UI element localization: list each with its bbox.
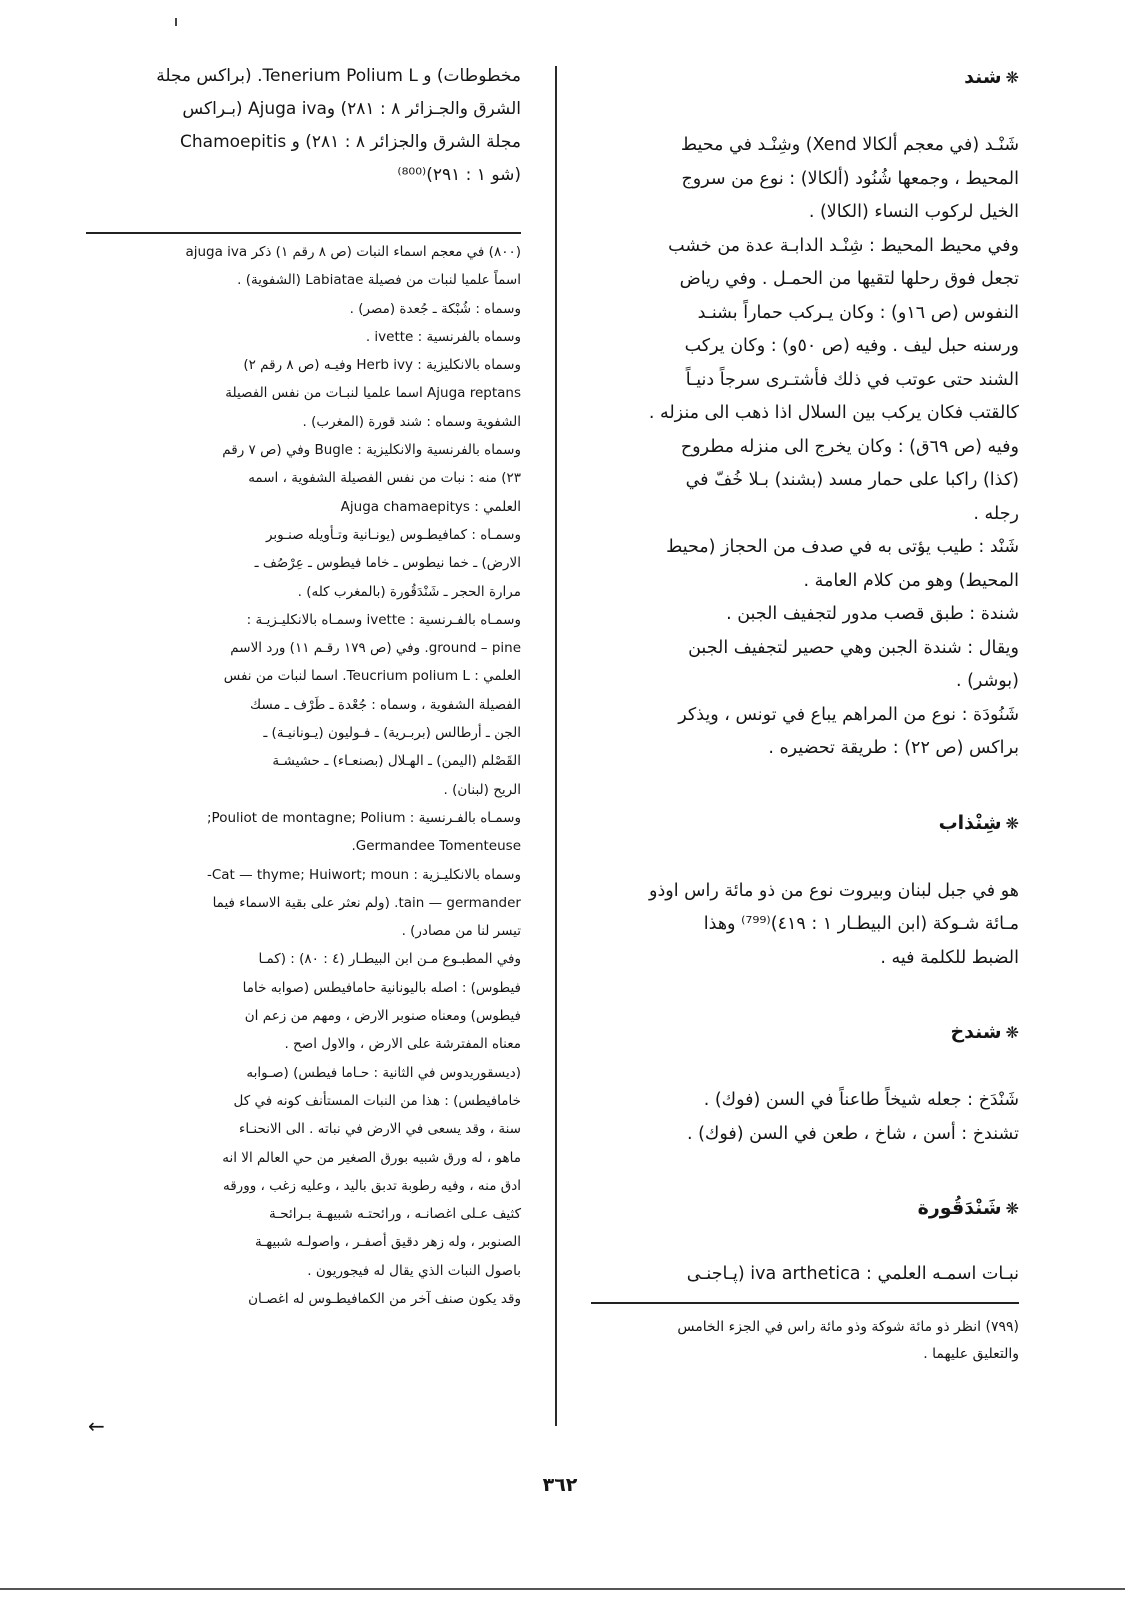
asterisk-icon: ❋ [1005, 813, 1019, 833]
text-line: شندة : طبق قصب مدور لتجفيف الجبن . [726, 604, 1019, 624]
footnote-line: Ajuga reptans اسما علميا لنبـات من نفس الفصيلة [225, 385, 521, 402]
text-line: مـائة شـوكة (ابن البيطـار ١ : ٤١٩)⁽⁷⁹⁹⁾ وهذا [703, 914, 1019, 934]
text-line: ورسنه حبل ليف . وفيه (ص ٥٠و) : وكان يركب [684, 336, 1019, 356]
text-line: شَنْد : طيب يؤتى به في صدف من الحجاز (محيط [666, 537, 1019, 557]
footnote-line: وسماه بالانكليزية : Herb ivy وفيـه (ص ٨ رقم ٢) [243, 357, 521, 374]
footnote-line: الارض) ـ خما نيطوس ـ خاما فيطوس ـ عِرْصُف ـ [254, 555, 521, 572]
text-line: وفي محيط المحيط : شِنْـد الدابـة عدة من خشب [668, 235, 1019, 256]
asterisk-icon: ❋ [1005, 68, 1019, 87]
footnote-line: الصنوبر ، وله زهر دقيق أصفـر ، واصولـه شبيهـة [255, 1234, 521, 1251]
footnote-line: Germandee Tomenteuse. [351, 838, 521, 855]
footnote-line: وسمـاه بالفـرنسية : Pouliot de montagne; Polium; [206, 809, 521, 826]
text-line: (كذا) راكبا على حمار مسد (بشند) بـلا خُفّ في [685, 470, 1019, 490]
entry-shand [591, 62, 1019, 766]
text-line: هو في جبل لبنان وبيروت نوع من ذو مائة راس اوذو [649, 880, 1019, 901]
text-line: شَنْـد (في معجم ألكالا Xend) وشِنْـد في محيط [680, 135, 1019, 155]
entry-heading [591, 1017, 1019, 1048]
text-line: ويقال : شندة الجبن وهي حصير لتجفيف الجبن [688, 637, 1019, 658]
text-line: شَنْدَخ : جعله شيخاً طاعناً في السن (فوك) . [703, 1090, 1019, 1110]
text-line: الضبط للكلمة فيه . [880, 947, 1019, 968]
text-line: وفيه (ص ٦٩ق) : وكان يخرج الى منزله مطروح [680, 436, 1019, 457]
footnote-line: وسماه بالانكليـزية : Cat — thyme; Huiwort; moun- [206, 866, 521, 883]
scan-mark [175, 18, 177, 26]
entry-text [591, 875, 1019, 976]
page-number: ٣٦٢ [542, 1474, 578, 1496]
footnote-line: وسمـاه : كمافيطـوس (يونـانية وتـأويله صنـوبر [265, 526, 521, 543]
text-line: الشند حتى عوتب في ذلك فأشتـرى سرجاً دنيـاً [685, 369, 1019, 390]
entry-heading [591, 62, 1019, 93]
footnote-line: الجن ـ أرطالس (بربـرية) ـ فـوليون (يـونانيـة) ـ [263, 725, 521, 742]
text-line: شَنُودَة : نوع من المراهم يباع في تونس ، ويذكر [678, 704, 1019, 725]
footnote-line: وقد يكون صنف آخر من الكمافيطـوس له اغصـان [248, 1290, 521, 1307]
footnote-line: الشفوية وسماه : شند قورة (المغرب) . [302, 413, 521, 430]
text-line: مخطوطات) و Tenerium Polium L. (براكس مجلة [156, 66, 521, 86]
footnote-799 [591, 1314, 1019, 1368]
right-column [591, 62, 1019, 1368]
footnote-line: ماهو ، له ورق شبيه بورق الصغير من حي العالم الا انه [222, 1149, 521, 1166]
footnote-line: معناه المفترشة على الارض ، والاول اصح . [284, 1036, 521, 1053]
footnote-line: ground – pine. وفي (ص ١٧٩ رقـم ١١) ورد الاسم [230, 640, 521, 657]
footnote-line: وسماه : شُبْكة ـ جُعدة (مصر) . [349, 300, 521, 317]
footnote-line: تيسر لنا من مصادر) . [401, 923, 521, 940]
continuation-arrow-icon: ← [88, 1414, 105, 1438]
footnote-line: (ديسقوريدوس في الثانية : حـاما فيطس) (صـوابه [246, 1064, 521, 1081]
entry-text [591, 129, 1019, 766]
footnote-line: (٧٩٩) انظر ذو مائة شوكة وذو مائة راس في الجزء الخامس [677, 1318, 1019, 1335]
footnote-line: (٨٠٠) في معجم اسماء النبات (ص ٨ رقم ١) ذكر ajuga iva [185, 244, 521, 260]
footnote-line: فيطوس) ومعناه صنوبر الارض ، ومهم من زعم ان [244, 1008, 521, 1025]
entry-shandaqura [591, 1193, 1019, 1292]
footnote-800 [86, 238, 521, 1313]
entry-shindhab [591, 808, 1019, 976]
text-line: براكس (ص ٢٢) : طريقة تحضيره . [768, 738, 1019, 758]
footnote-line: tain — germander. (ولم نعثر على بقية الاسماء فيما [212, 894, 521, 911]
asterisk-icon: ❋ [1005, 1023, 1019, 1042]
footnote-line: اسماً علميا لنبات من فصيلة Labiatae (الشفوية) . [237, 272, 521, 289]
footnote-line: فيطوس) : اصله باليونانية حامافيطس (صوابه خاما [242, 979, 521, 996]
footnote-line: ٢٣) منه : نبات من نفس الفصيلة الشفوية ، اسمه [248, 470, 521, 487]
entry-heading-text: شِنْذاب [938, 811, 1002, 834]
footnote-line: وفي المطبـوع مـن ابن البيطـار (٤ : ٨٠) : (كمـا [258, 951, 521, 968]
footnote-line: وسماه بالفرنسية والانكليزية : Bugle وفي (ص ٧ رقم [222, 442, 521, 459]
asterisk-icon: ❋ [1005, 1199, 1019, 1218]
entry-text [591, 1084, 1019, 1151]
text-line: المحيط) وهو من كلام العامة . [803, 570, 1019, 591]
text-line: تشندخ : أسن ، شاخ ، طعن في السن (فوك) . [686, 1123, 1019, 1144]
entry-text [591, 1258, 1019, 1292]
text-line: المحيط ، وجمعها شُنُود (ألكالا) : نوع من سروج [681, 168, 1019, 189]
footnote-line: سنة ، وقد يسعى في الارض في نباته . الى الانحنـاء [239, 1121, 521, 1138]
entry-heading [591, 1193, 1019, 1224]
left-column [86, 60, 521, 1313]
text-line: تجعل فوق رحلها لتقيها من الحمـل . وفي رياض [679, 269, 1019, 289]
text-line: الخيل لركوب النساء (الكالا) . [808, 202, 1019, 222]
text-line: الشرق والجـزائر ٨ : ٢٨١) وAjuga iva (بـراكس [182, 99, 521, 119]
text-line: كالقتب فكان يركب بين السلال اذا ذهب الى منزله . [648, 403, 1019, 423]
footnote-line: ادق منه ، وفيه رطوبة تدبق باليد ، وعليه زغب ، وورقه [222, 1177, 521, 1194]
text-line: النفوس (ص ١٦و) : وكان يـركب حماراً بشنـد [697, 302, 1019, 323]
scan-bottom-edge [0, 1588, 1125, 1590]
entry-heading-text: شند [964, 66, 1002, 88]
footnote-line: كثيف عـلى اغصانـه ، ورائحتـه شبيهـة بـرائحـة [269, 1206, 521, 1223]
text-line: (بوشر) . [955, 671, 1019, 691]
footnote-line: العلمي : Teucrium polium L. اسما لنبات من نفس [223, 668, 521, 685]
text-line: (شو ١ : ٢٩١)⁽⁸⁰⁰⁾ [397, 165, 521, 185]
footnote-line: الفصيلة الشفوية ، وسماه : جُعْدة ـ طَرْف ـ مسك [249, 696, 521, 713]
footnote-line: والتعليق عليهما . [923, 1345, 1019, 1362]
footnote-line: العلمي : Ajuga chamaepitys [340, 498, 521, 515]
entry-heading-text: شندخ [950, 1021, 1002, 1043]
text-line: مجلة الشرق والجزائر ٨ : ٢٨١) و Chamoepitis [180, 132, 521, 152]
footnote-line: خامافيطس) : هذا من النبات المستأنف كونه في كل [233, 1092, 521, 1109]
entry-heading-text: شَنْدَقُورة [917, 1197, 1002, 1219]
footnote-line: باصول النبات الذي يقال له فيجوريون . [307, 1262, 521, 1279]
column-divider [555, 66, 557, 1426]
footnote-line: وسماه بالفرنسية : ivette . [365, 328, 521, 345]
text-line: نبـات اسمـه العلمي : iva arthetica (پـاجنـى [686, 1264, 1019, 1284]
footnote-line: وسمـاه بالفـرنسية : ivette وسمـاه بالانكليـزيـة : [246, 611, 521, 628]
footnote-line: القَصْلم (اليمن) ـ الهـلال (بصنعـاء) ـ حشيشـة [272, 753, 521, 770]
continued-text [86, 60, 521, 192]
footnote-line: مرارة الحجر ـ شَنْدَقُورة (بالمغرب كله) . [297, 583, 521, 600]
entry-heading [591, 808, 1019, 839]
text-line: رجله . [973, 503, 1019, 524]
entry-shandakh [591, 1017, 1019, 1151]
footnote-line: الريح (لبنان) . [443, 781, 521, 798]
